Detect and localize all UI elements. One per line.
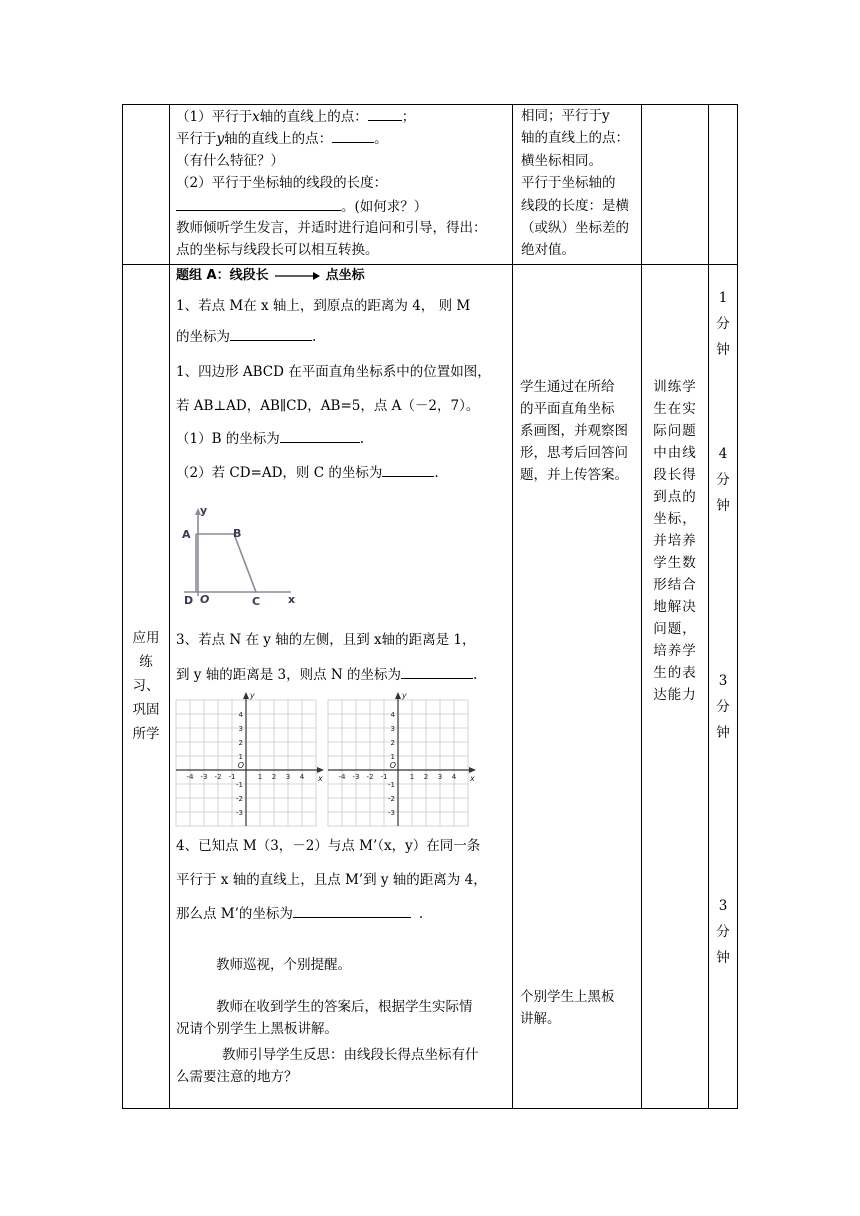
col3-line6: （或纵）坐标差的 (521, 220, 629, 236)
x-tick-label: 2 (423, 772, 429, 781)
q1-line1: （1）平行于x轴的直线上的点： ； (176, 106, 415, 127)
arrow-right-icon (273, 271, 321, 281)
col3-line7: 绝对值。 (521, 242, 575, 258)
x-tick-label: -2 (214, 772, 222, 781)
origin-label: O (237, 761, 244, 770)
teacher-answer-line1: 教师在收到学生的答案后，根据学生实际情 (216, 999, 473, 1015)
x-tick-label: -3 (352, 772, 360, 781)
teacher-answer-line2: 况请个别学生上黑板讲解。 (176, 1021, 338, 1037)
y-tick-label: -2 (388, 795, 395, 803)
y-arrow-icon (395, 692, 401, 699)
col3-line2: 轴的直线上的点： (521, 130, 629, 146)
segment-BC (234, 534, 256, 592)
col3-line1: 相同；平行于y (521, 108, 610, 124)
x-axis-label: x (470, 774, 475, 783)
time-2: 4 分 钟 (716, 446, 730, 514)
problem3-line2: 到 y 轴的距离是 3，则点 N 的坐标为 . (176, 664, 477, 685)
problem2-line1: 1、四边形 ABCD 在平面直角坐标系中的位置如图， (176, 364, 491, 380)
q1-line3: （有什么特征？） (176, 153, 284, 169)
col3-line5: 线段的长度：是横 (521, 198, 629, 214)
col3-line4: 平行于坐标轴的 (521, 175, 616, 191)
quadrilateral-figure (176, 500, 306, 610)
coordinate-grid-right (332, 690, 475, 820)
y-tick-label: -3 (236, 809, 243, 817)
teacher-note-line1: 教师倾听学生发言，并适时进行追问和引导，得出： (176, 220, 487, 236)
y-tick-label: 2 (390, 739, 395, 747)
x-tick-label: 4 (299, 772, 305, 781)
origin-label: O (389, 761, 396, 770)
q2-line2: 。(如何求？） (176, 196, 427, 217)
student-activity: 学生通过在所给 的平面直角坐标 系画图，并观察图 形，思考后回答问 题，并上传答案。 (520, 379, 628, 483)
x-tick-label: 4 (451, 772, 457, 781)
q1-line2: 平行于y轴的直线上的点： 。 (176, 128, 388, 149)
label-D: D (184, 594, 194, 607)
problem4-line1: 4、已知点 M（3，－2）与点 M’（x，y）在同一条 (176, 838, 481, 854)
design-intent: 训练学 生在实 际问题 中由线 段长得 到点的 坐标， 并培养 学生数 形结合 地解决 问题， 培养学 生的表 达能力 (653, 379, 697, 703)
x-axis-label: x (318, 774, 323, 783)
y-tick-label: -1 (388, 781, 395, 789)
y-tick-label: 1 (390, 753, 395, 761)
column-divider (641, 104, 642, 1109)
y-axis-label: y (250, 691, 255, 700)
x-tick-label: -3 (200, 772, 208, 781)
y-axis-label: y (402, 691, 407, 700)
y-tick-label: -2 (236, 795, 243, 803)
y-tick-label: -3 (388, 809, 395, 817)
x-tick-label: 1 (257, 772, 263, 781)
y-arrow-icon (243, 692, 249, 699)
problem2-q1: （1）B 的坐标为 . (176, 428, 364, 449)
x-tick-label: -4 (338, 772, 346, 781)
table-border-right (737, 104, 738, 1109)
time-4: 3 分 钟 (716, 898, 730, 966)
teacher-reflect-line1: 教师引导学生反思：由线段长得点坐标有什 (222, 1047, 479, 1063)
x-tick-label: -1 (228, 772, 236, 781)
label-y: y (200, 504, 208, 517)
label-A: A (182, 528, 191, 541)
y-tick-label: 3 (390, 725, 395, 733)
group-title: 题组 A：线段长 点坐标 (176, 268, 365, 283)
problem1-line2: 的坐标为 . (176, 326, 316, 347)
time-1: 1 分 钟 (716, 290, 730, 358)
problem1-line1: 1、若点 M在 x 轴上，到原点的距离为 4， 则 M (176, 298, 471, 314)
student-board: 个别学生上黑板 讲解。 (520, 989, 615, 1027)
x-tick-label: -1 (380, 772, 388, 781)
x-tick-label: 1 (409, 772, 415, 781)
x-tick-label: 3 (285, 772, 291, 781)
col3-line3: 横坐标相同。 (521, 153, 602, 169)
y-tick-label: 4 (390, 711, 395, 719)
table-border-bottom (122, 1108, 738, 1109)
x-tick-label: 3 (437, 772, 443, 781)
x-tick-label: -2 (366, 772, 374, 781)
y-tick-label: -1 (236, 781, 243, 789)
column-divider (169, 104, 170, 1109)
y-tick-label: 3 (238, 725, 243, 733)
problem2-q2: （2）若 CD=AD，则 C 的坐标为 . (176, 462, 439, 483)
section-label: 应用 练 习、 巩固 所学 (132, 630, 160, 742)
label-C: C (252, 595, 261, 608)
q2-line1: （2）平行于坐标轴的线段的长度： (176, 175, 388, 191)
x-tick-label: 2 (271, 772, 277, 781)
column-divider (512, 104, 513, 1109)
x-tick-label: -4 (186, 772, 194, 781)
problem4-line2: 平行于 x 轴的直线上，且点 M’到 y 轴的距离为 4， (176, 872, 487, 888)
table-border-left (122, 104, 123, 1109)
label-O: O (200, 593, 210, 606)
teacher-reflect-line2: 么需要注意的地方？ (176, 1069, 298, 1085)
label-B: B (233, 527, 242, 540)
table-border-top (122, 104, 738, 105)
time-3: 3 分 钟 (716, 673, 730, 741)
problem2-line2: 若 AB⊥AD，AB∥CD，AB=5，点 A（－2，7）。 (176, 398, 480, 414)
coordinate-grid-left (180, 690, 323, 820)
teacher-note-line2: 点的坐标与线段长可以相互转换。 (176, 242, 379, 258)
teacher-patrol: 教师巡视，个别提醒。 (216, 957, 351, 973)
label-x: x (288, 593, 296, 606)
y-tick-label: 4 (238, 711, 243, 719)
y-tick-label: 1 (238, 753, 243, 761)
y-tick-label: 2 (238, 739, 243, 747)
problem4-line3: 那么点 M’的坐标为 . (176, 903, 423, 924)
row-divider (122, 264, 738, 265)
problem3-line1: 3、若点 N 在 y 轴的左侧，且到 x轴的距离是 1， (176, 632, 476, 648)
